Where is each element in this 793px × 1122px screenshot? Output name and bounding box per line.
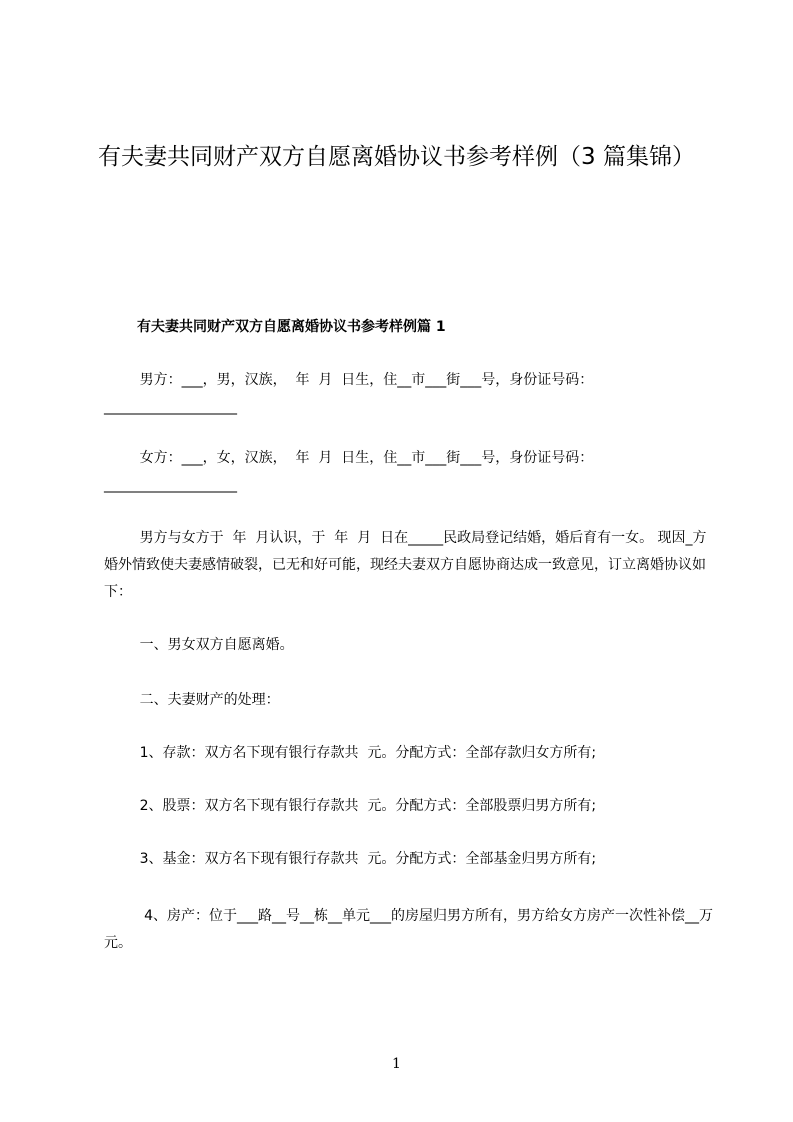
paragraph-stocks: 2、股票：双方名下现有银行存款共 元。分配方式：全部股票归男方所有; bbox=[104, 798, 597, 814]
page-number: 1 bbox=[392, 1056, 401, 1072]
paragraph-clause-1: 一、男女双方自愿离婚。 bbox=[104, 637, 294, 653]
paragraph-deposit: 1、存款：双方名下现有银行存款共 元。分配方式：全部存款归女方所有; bbox=[104, 745, 597, 761]
paragraph-clause-2: 二、夫妻财产的处理： bbox=[104, 692, 280, 708]
paragraph-male-party: 男方：___，男，汉族， 年 月 日生，住__市___街___号，身份证号码：___________________ bbox=[104, 372, 594, 415]
paragraph-funds: 3、基金：双方名下现有银行存款共 元。分配方式：全部基金归男方所有; bbox=[104, 851, 597, 867]
paragraph-female-party: 女方：___，女，汉族， 年 月 日生，住__市___街___号，身份证号码：___________________ bbox=[104, 450, 594, 493]
paragraph-property: 4、房产：位于___路__号__栋__单元___的房屋归男方所有，男方给女方房产一次性补偿__万元。 bbox=[104, 908, 713, 951]
section-heading: 有夫妻共同财产双方自愿离婚协议书参考样例篇 1 bbox=[137, 319, 446, 335]
paragraph-background: 男方与女方于 年 月认识，于 年 月 日在_____民政局登记结婚，婚后育有一女。 现因_方婚外情致使夫妻感情破裂，已无和好可能，现经夫妻双方自愿协商达成一致意见，订立离婚协议如下： bbox=[104, 530, 707, 600]
document-title: 有夫妻共同财产双方自愿离婚协议书参考样例（3 篇集锦） bbox=[98, 144, 695, 170]
